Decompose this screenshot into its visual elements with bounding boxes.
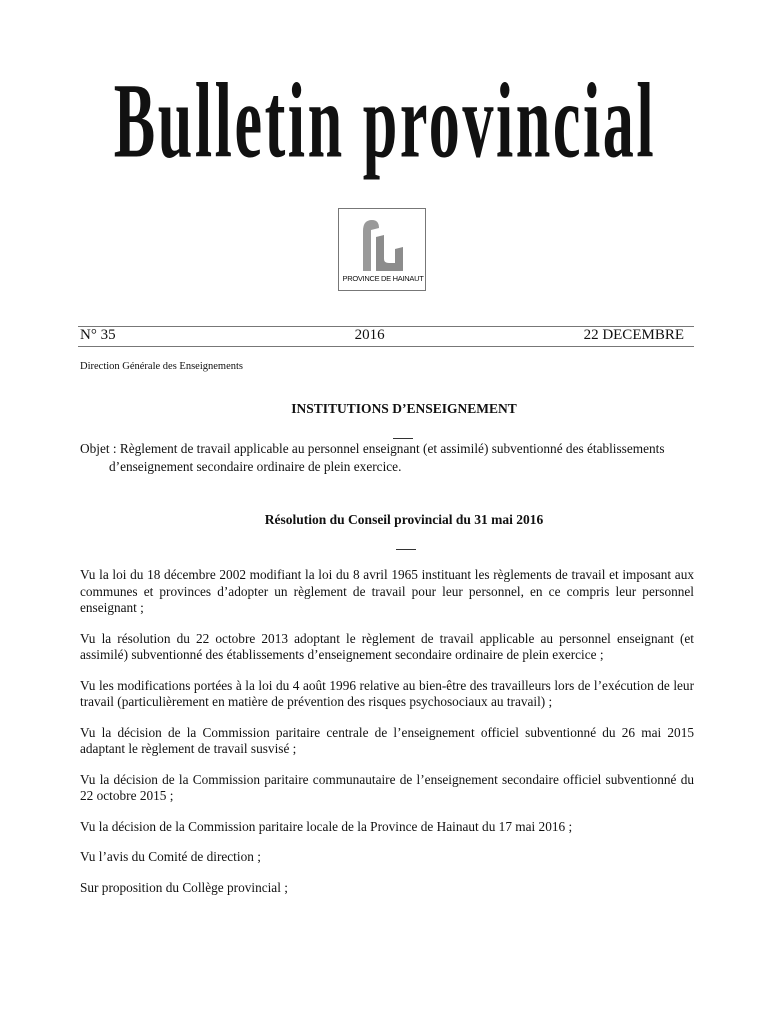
paragraph: Vu l’avis du Comité de direction ; xyxy=(80,849,261,864)
bottom-rule xyxy=(78,346,694,347)
paragraph: Vu les modifications portées à la loi du 4 août 1996 relative au bien-être des travailleurs lors de l’exécution de leur travail (particulièrement en matière de prévention des risques psychosociaux au travail) ; xyxy=(80,677,694,709)
separator-dash xyxy=(396,549,416,550)
paragraph: Vu la décision de la Commission paritaire locale de la Province de Hainaut du 17 mai 2016 ; xyxy=(80,818,573,834)
objet-line: Objet : Règlement de travail applicable au personnel enseignant (et assimilé) subventionné des établissements xyxy=(80,441,665,456)
issue-row xyxy=(80,327,684,347)
logo-caption: PROVINCE DE HAINAUT xyxy=(342,274,424,283)
separator-dash xyxy=(393,438,413,439)
paragraph: Vu la résolution du 22 octobre 2013 adoptant le règlement de travail applicable au personnel enseignant (et assimilé) subventionné des établissements d’enseignement secondaire ordinaire de plein exercice ; xyxy=(80,630,694,662)
issue-year: 2016 xyxy=(354,327,385,343)
masthead-title: Bulletin provincial xyxy=(113,62,657,182)
direction-label: Direction Générale des Enseignements xyxy=(80,361,243,372)
province-hainaut-logo-icon xyxy=(357,217,409,273)
objet-block xyxy=(80,440,692,476)
paragraph: Vu la loi du 18 décembre 2002 modifiant la loi du 8 avril 1965 instituant les règlements de travail et imposant aux communes et provinces d’adopter un règlement de travail pour leur personnel, en ce compris leur personnel enseignant ; xyxy=(80,567,694,615)
section-title: INSTITUTIONS D’ENSEIGNEMENT xyxy=(291,401,517,416)
issue-number: N° 35 xyxy=(80,327,116,343)
considerations xyxy=(80,567,694,910)
issue-date: 22 DECEMBRE xyxy=(583,327,684,343)
province-logo xyxy=(338,208,426,291)
paragraph: Vu la décision de la Commission paritaire centrale de l’enseignement officiel subventionné du 26 mai 2015 adaptant le règlement de travail susvisé ; xyxy=(80,724,694,756)
paragraph: Vu la décision de la Commission paritaire communautaire de l’enseignement secondaire officiel subventionné du 22 octobre 2015 ; xyxy=(80,771,694,803)
paragraph: Sur proposition du Collège provincial ; xyxy=(80,879,288,895)
resolution-title: Résolution du Conseil provincial du 31 mai 2016 xyxy=(264,512,544,527)
objet-line: d’enseignement secondaire ordinaire de plein exercice. xyxy=(109,459,402,474)
